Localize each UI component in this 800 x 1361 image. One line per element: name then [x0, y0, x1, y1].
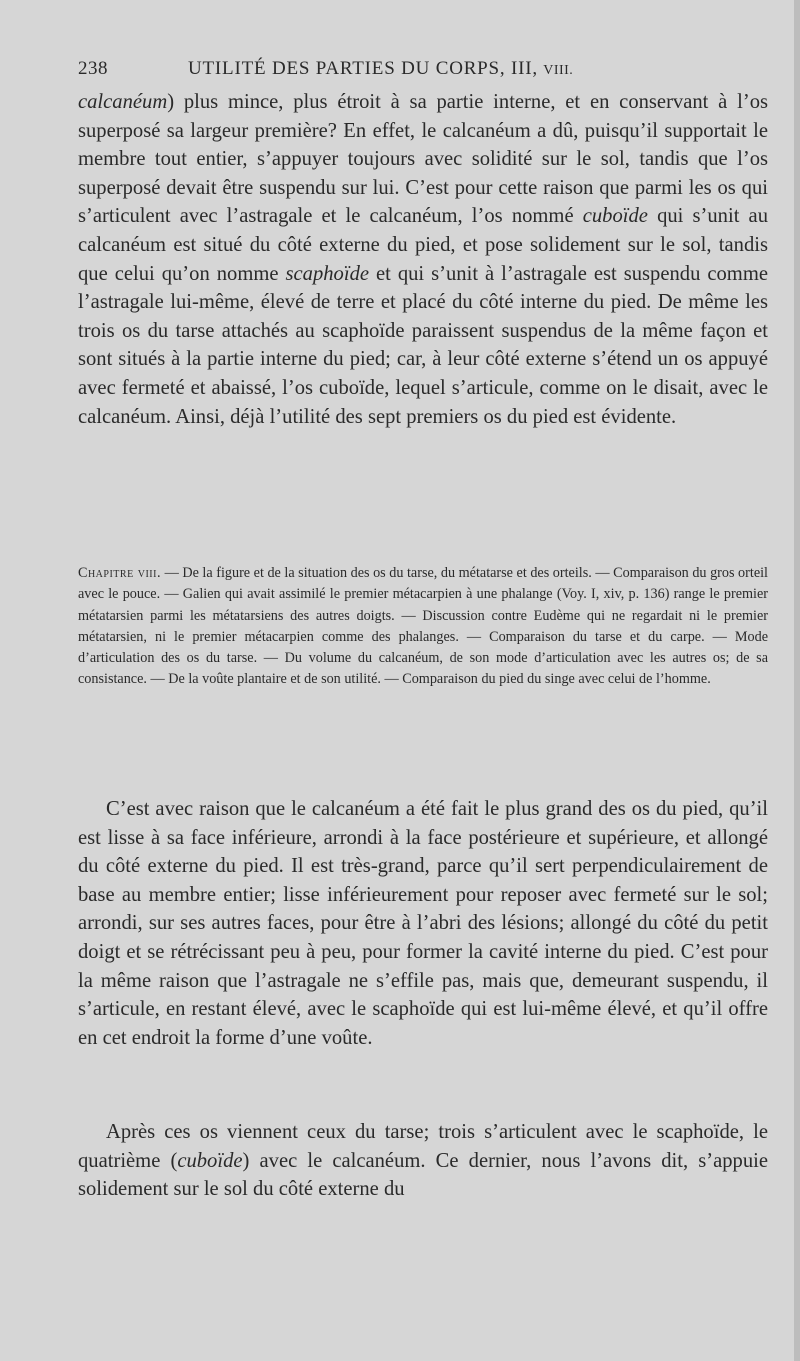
- paragraph-1-text-a: ) plus mince, plus étroit à sa partie interne, et en conservant à l’os superposé sa largeur première? En effet, le calcanéum a dû, puisqu’il supportait le membre tout entier, s’appuyer toujours avec solidité sur le sol, tandis que l’os superposé devait être suspendu sur lui. C’est pour cette raison que parmi les os qui s’articulent avec l’astragale et le calcanéum, l’os nommé: [78, 91, 768, 228]
- running-title: UTILITÉ DES PARTIES DU CORPS, III,: [188, 58, 538, 79]
- paragraph-1: [78, 88, 768, 431]
- chapter-summary: [78, 563, 768, 691]
- term-cuboide: cuboïde: [582, 205, 648, 228]
- term-cuboide-2: cuboïde: [177, 1149, 243, 1172]
- page-header: [78, 58, 758, 80]
- term-calcaneum: calcanéum: [78, 91, 168, 113]
- page-number: 238: [78, 58, 108, 79]
- paragraph-3-text-b: ) avec le calcanéum. Ce dernier, nous l’avons dit, s’appuie solidement sur le sol du côté externe du: [78, 1149, 769, 1201]
- chapter-summary-text: — De la figure et de la situation des os du tarse, du métatarse et des orteils. — Comparaison du gros orteil avec le pouce. — Galien qui avait assimilé le premier métacarpien à une phalange (Voy. I, xiv, p. 136) range le premier métatarsien parmi les métatarsiens des autres doigts. — Discussion contre Eudème qui ne regardait ni le premier métatarsien, ni le premier métacarpien comme des phalanges. — Comparaison du tarse et du carpe. — Mode d’articulation des os du tarse. — Du volume du calcanéum, de son mode d’articulation avec les autres os; de sa consistance. — De la voûte plantaire et de son utilité. — Comparaison du pied du singe avec celui de l’homme.: [78, 565, 768, 688]
- term-scaphoide: scaphoïde: [285, 262, 370, 285]
- chapter-label: Chapitre viii.: [78, 565, 162, 581]
- paragraph-1-text-b: qui s’unit au calcanéum est situé du côté externe du pied, et pose solidement sur le sol, tandis que celui qu’on nomme: [78, 205, 768, 285]
- paragraph-3-text-a: Après ces os viennent ceux du tarse; trois s’articulent avec le scaphoïde, le quatrième (: [78, 1121, 768, 1172]
- chapter-number: VIII.: [543, 63, 574, 78]
- paragraph-3: [78, 1118, 768, 1204]
- paragraph-2: C’est avec raison que le calcanéum a été fait le plus grand des os du pied, qu’il est lisse à sa face inférieure, arrondi à la face postérieure et supérieure, et allongé du côté externe du pied. Il est très-grand, parce qu’il sert perpendiculairement de base au membre entier; lisse inférieurement pour reposer avec fermeté sur le sol; arrondi, sur ses autres faces, pour être à l’abri des lésions; allongé du côté du petit doigt et se rétrécissant peu à peu, pour former la cavité interne du pied. C’est pour la même raison que l’astragale ne s’effile pas, mais que, demeurant suspendu, il s’articule, en restant élevé, avec le scaphoïde qui est lui-même élevé, et qu’il offre en cet endroit la forme d’une voûte.: [78, 798, 768, 1049]
- paragraph-1-text-c: et qui s’unit à l’astragale est suspendu comme l’astragale lui-même, élevé de terre et placé du côté interne du pied. De même les trois os du tarse attachés au scaphoïde paraissent suspendus de la même façon et sont situés à la partie interne du pied; car, à leur côté externe s’étend un os appuyé avec fermeté et abaissé, l’os cuboïde, lequel s’articule, comme on le disait, avec le calcanéum. Ainsi, déjà l’utilité des sept premiers os du pied est évidente.: [78, 262, 768, 428]
